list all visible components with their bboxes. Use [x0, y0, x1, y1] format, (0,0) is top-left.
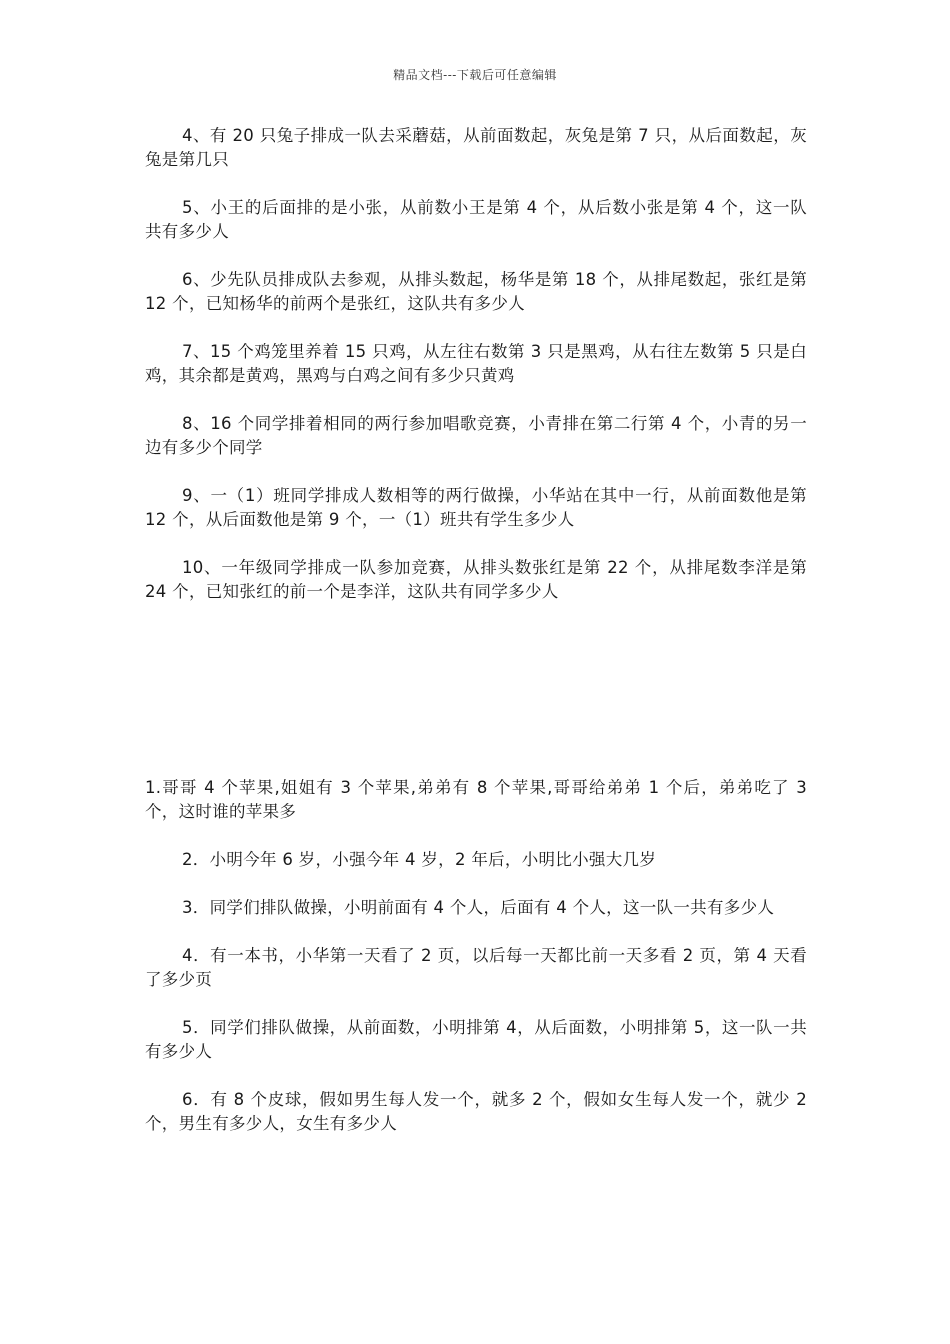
problem-item: 4、有 20 只兔子排成一队去采蘑菇，从前面数起，灰兔是第 7 只，从后面数起，灰兔是第几只	[145, 126, 807, 169]
problem-section-a	[145, 124, 807, 628]
problem-item: 3．同学们排队做操，小明前面有 4 个人，后面有 4 个人，这一队一共有多少人	[182, 898, 775, 917]
problem-item: 10、一年级同学排成一队参加竞赛，从排头数张红是第 22 个，从排尾数李洋是第 24 个，已知张红的前一个是李洋，这队共有同学多少人	[145, 558, 807, 601]
page-header: 精品文档---下载后可任意编辑	[393, 68, 557, 82]
problem-item: 5．同学们排队做操，从前面数，小明排第 4，从后面数，小明排第 5，这一队一共有多少人	[145, 1018, 807, 1061]
problem-item: 4．有一本书，小华第一天看了 2 页，以后每一天都比前一天多看 2 页，第 4 天看了多少页	[145, 946, 807, 989]
problem-section-b	[145, 776, 807, 1160]
problem-item: 6．有 8 个皮球，假如男生每人发一个，就多 2 个，假如女生每人发一个，就少 2 个，男生有多少人，女生有多少人	[145, 1090, 807, 1133]
problem-item: 6、少先队员排成队去参观，从排头数起，杨华是第 18 个，从排尾数起，张红是第 12 个，已知杨华的前两个是张红，这队共有多少人	[145, 270, 807, 313]
problem-item: 2．小明今年 6 岁，小强今年 4 岁，2 年后，小明比小强大几岁	[182, 850, 657, 869]
problem-item: 1.哥哥 4 个苹果,姐姐有 3 个苹果,弟弟有 8 个苹果,哥哥给弟弟 1 个后，弟弟吃了 3 个，这时谁的苹果多	[145, 778, 807, 821]
problem-item: 5、小王的后面排的是小张，从前数小王是第 4 个，从后数小张是第 4 个，这一队共有多少人	[145, 198, 807, 241]
problem-item: 9、一（1）班同学排成人数相等的两行做操，小华站在其中一行，从前面数他是第 12 个，从后面数他是第 9 个，一（1）班共有学生多少人	[145, 486, 807, 529]
problem-item: 8、16 个同学排着相同的两行参加唱歌竞赛，小青排在第二行第 4 个，小青的另一边有多少个同学	[145, 414, 807, 457]
problem-item: 7、15 个鸡笼里养着 15 只鸡，从左往右数第 3 只是黑鸡，从右往左数第 5 只是白鸡，其余都是黄鸡，黑鸡与白鸡之间有多少只黄鸡	[145, 342, 807, 385]
